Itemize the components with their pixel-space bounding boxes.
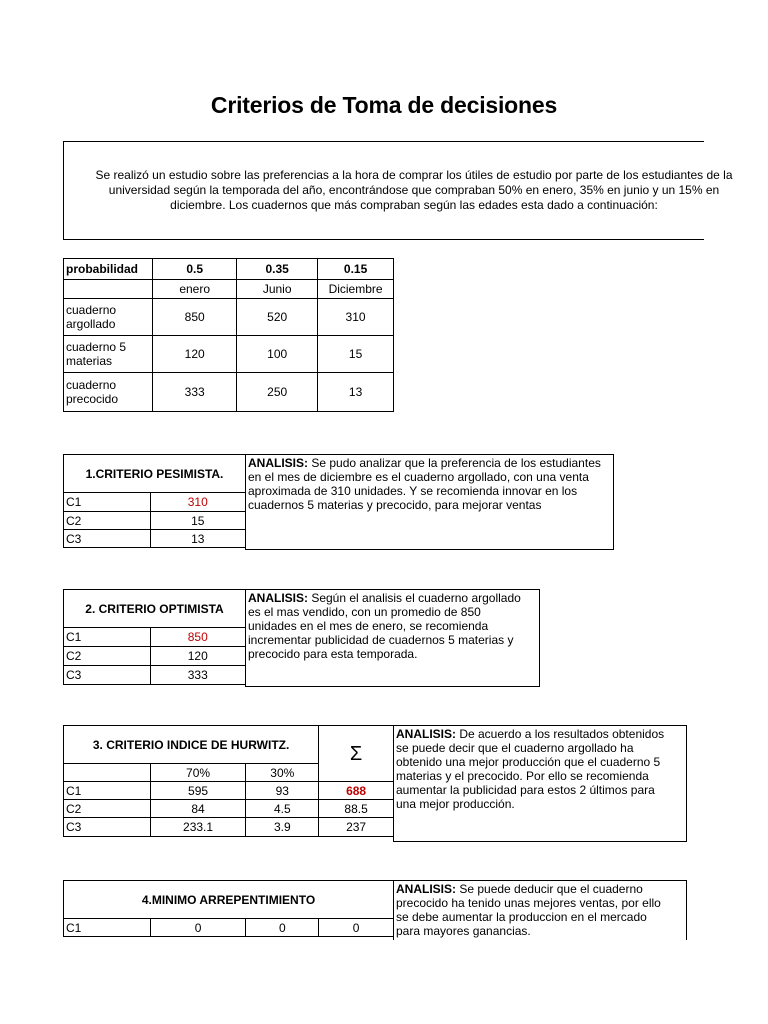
table-row — [64, 800, 394, 818]
row-label: C3 — [64, 666, 151, 685]
table-row — [64, 818, 394, 837]
row-label: C3 — [64, 818, 151, 837]
analysis-line: en el mes de diciembre es el cuaderno argollado, con una venta — [248, 470, 589, 484]
col-header: 70% — [150, 764, 246, 782]
analysis-label: ANALISIS: — [248, 456, 308, 470]
row-label: materias — [66, 354, 113, 368]
analysis-line: precocido para esta temporada. — [248, 647, 418, 661]
sum-value: 88.5 — [319, 800, 394, 818]
cell-value: 15 — [318, 336, 394, 373]
cell-value: 250 — [237, 373, 318, 412]
intro-line-3: diciembre. Los cuadernos que más compraban según las edades esta dado a continuación: — [170, 198, 658, 212]
row-label: C1 — [64, 782, 151, 800]
hurwitz-analysis — [393, 725, 687, 842]
minimo-table — [63, 880, 394, 937]
cell-value: 310 — [318, 299, 394, 336]
analysis-line: Según el analisis el cuaderno argollado — [308, 591, 521, 605]
optimista-title: 2. CRITERIO OPTIMISTA — [64, 590, 246, 628]
analysis-line: se debe aumentar la produccion en el mercado — [396, 910, 647, 924]
analysis-line: precocido ha tenido unas mejores ventas, por ello — [396, 896, 661, 910]
table-row — [64, 782, 394, 800]
cell-value: 850 — [153, 299, 237, 336]
row-label: C1 — [64, 493, 151, 512]
optimista-table — [63, 589, 246, 685]
analysis-line: materias y el precocido. Por ello se recomienda — [396, 769, 649, 783]
cell-value: 13 — [318, 373, 394, 412]
row-label: C1 — [64, 919, 151, 937]
table-row — [64, 628, 246, 647]
pesimista-table — [63, 454, 246, 548]
row-label: argollado — [66, 317, 116, 331]
row-label: precocido — [66, 392, 119, 406]
analysis-label: ANALISIS: — [396, 727, 456, 741]
row-label: C2 — [64, 512, 151, 530]
empty-cell — [64, 764, 151, 782]
cell-value: 310 — [150, 493, 246, 512]
sum-value: 237 — [319, 818, 394, 837]
cell-value: 13 — [150, 530, 246, 548]
row-label: C2 — [64, 800, 151, 818]
analysis-line: para mayores ganancias. — [396, 924, 531, 938]
cell-value: 84 — [150, 800, 246, 818]
minimo-title: 4.MINIMO ARREPENTIMIENTO — [64, 881, 394, 919]
cell-value: 520 — [237, 299, 318, 336]
analysis-line: Se pudo analizar que la preferencia de los estudiantes — [308, 456, 601, 470]
table-row — [64, 299, 394, 336]
sigma-icon: Σ — [319, 726, 394, 782]
prob-header-label: probabilidad — [64, 259, 153, 280]
empty-cell — [64, 280, 153, 299]
cell-value: 93 — [246, 782, 319, 800]
intro-line-1: Se realizó un estudio sobre las preferencias a la hora de comprar los útiles de estudio por parte de los estudiantes de la — [95, 168, 733, 182]
table-row — [64, 530, 246, 548]
analysis-line: cuadernos 5 materias y precocido, para mejorar ventas — [248, 498, 542, 512]
month-label: Diciembre — [318, 280, 394, 299]
table-row — [64, 919, 394, 937]
analysis-line: es el mas vendido, con un promedio de 850 — [248, 605, 481, 619]
analysis-label: ANALISIS: — [248, 591, 308, 605]
analysis-line: aproximada de 310 unidades. Y se recomienda innovar en los — [248, 484, 578, 498]
minimo-analysis — [393, 880, 687, 940]
cell-value: 233.1 — [150, 818, 246, 837]
cell-value: 595 — [150, 782, 246, 800]
optimista-analysis — [245, 589, 540, 687]
analysis-line: Se puede deducir que el cuaderno — [456, 882, 643, 896]
row-label: cuaderno — [66, 378, 117, 392]
month-label: Junio — [237, 280, 318, 299]
table-row — [64, 373, 394, 412]
pesimista-analysis — [245, 454, 614, 550]
analysis-line: una mejor producción. — [396, 797, 515, 811]
col-header: 30% — [246, 764, 319, 782]
cell-value: 3.9 — [246, 818, 319, 837]
analysis-line: De acuerdo a los resultados obtenidos — [456, 727, 665, 741]
cell-value: 0 — [150, 919, 246, 937]
cell-value: 15 — [150, 512, 246, 530]
cell-value: 0 — [319, 919, 394, 937]
hurwitz-table — [63, 725, 394, 837]
hurwitz-title: 3. CRITERIO INDICE DE HURWITZ. — [64, 726, 319, 764]
table-row — [64, 647, 246, 666]
analysis-line: unidades en el mes de enero, se recomienda — [248, 619, 489, 633]
cell-value: 120 — [150, 647, 246, 666]
cell-value: 4.5 — [246, 800, 319, 818]
row-label: C1 — [64, 628, 151, 647]
table-row — [64, 336, 394, 373]
cell-value: 0 — [246, 919, 319, 937]
intro-line-2: universidad según la temporada del año, encontrándose que compraban 50% en enero, 35% en junio y un 15% en — [108, 183, 720, 197]
analysis-label: ANALISIS: — [396, 882, 456, 896]
analysis-line: se puede decir que el cuaderno argollado ha — [396, 741, 634, 755]
table-row — [64, 512, 246, 530]
intro-text — [64, 168, 764, 213]
row-label: C3 — [64, 530, 151, 548]
row-label: cuaderno 5 — [66, 340, 127, 354]
prob-value: 0.15 — [318, 259, 394, 280]
pesimista-title: 1.CRITERIO PESIMISTA. — [64, 455, 246, 493]
cell-value: 850 — [150, 628, 246, 647]
month-label: enero — [153, 280, 237, 299]
analysis-line: incrementar publicidad de cuadernos 5 materias y — [248, 633, 514, 647]
row-label: cuaderno — [66, 303, 117, 317]
prob-value: 0.5 — [153, 259, 237, 280]
analysis-line: aumentar la publicidad para estos 2 últimos para — [396, 783, 655, 797]
analysis-line: obtenido una mejor producción que el cuaderno 5 — [396, 755, 661, 769]
cell-value: 120 — [153, 336, 237, 373]
intro-box — [63, 141, 733, 240]
table-row — [64, 493, 246, 512]
page-title: Criterios de Toma de decisiones — [210, 92, 558, 118]
cell-value: 333 — [153, 373, 237, 412]
prob-value: 0.35 — [237, 259, 318, 280]
table-row — [64, 666, 246, 685]
cell-value: 333 — [150, 666, 246, 685]
sum-value: 688 — [319, 782, 394, 800]
cell-value: 100 — [237, 336, 318, 373]
probability-table — [63, 258, 394, 412]
row-label: C2 — [64, 647, 151, 666]
